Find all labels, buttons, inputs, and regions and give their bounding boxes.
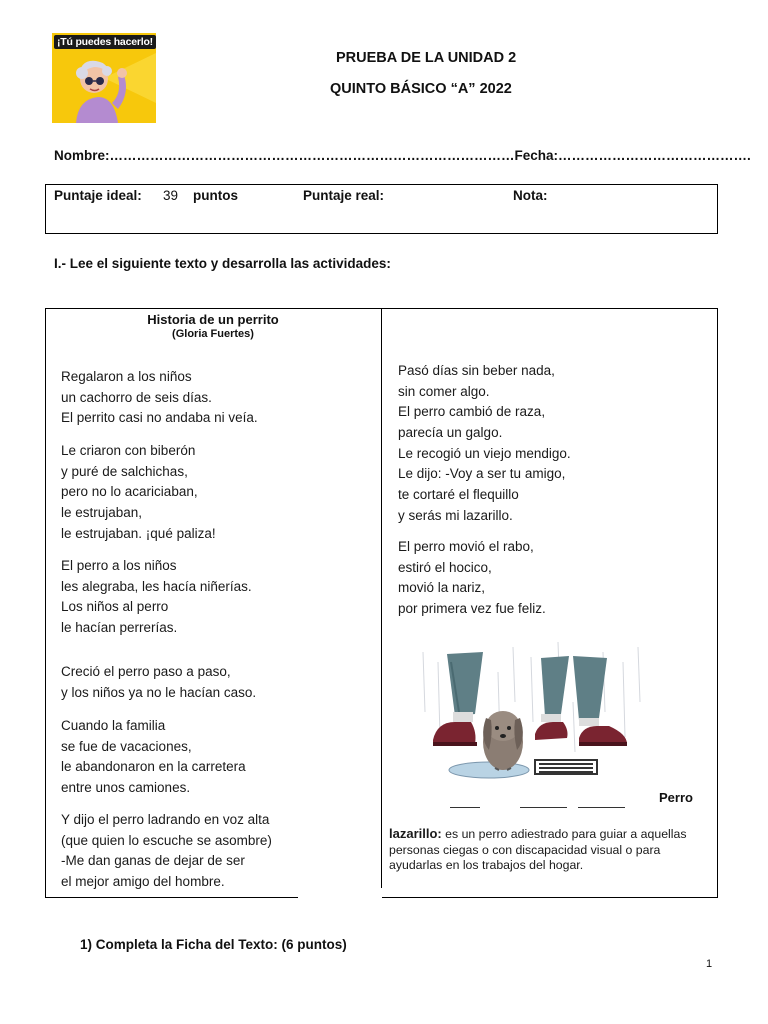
poem-line: le estrujaban, (61, 505, 143, 521)
poem-line: Los niños al perro (61, 599, 169, 615)
poem-line: sin comer algo. (398, 383, 490, 399)
blank-line (578, 807, 625, 808)
poem-line: Pasó días sin beber nada, (398, 363, 555, 378)
page-number: 1 (706, 958, 713, 970)
poem-line: y puré de salchichas, (61, 463, 188, 479)
definition-text: es un perro adiestrado para guiar a aquellas personas ciegas o con discapacidad visual o para ayudarlas en los trabajos del hogar. (389, 827, 687, 872)
poem-line: (que quien lo escuche se asombre) (61, 832, 272, 848)
poem-line: un cachorro de seis días. (61, 389, 212, 405)
stanza (398, 361, 571, 527)
ideal-score-unit: puntos (193, 188, 238, 203)
stanza (61, 441, 216, 544)
poem-line: le hacían perrerías. (61, 620, 178, 636)
score-box (45, 184, 718, 234)
section-title: I.- Lee el siguiente texto y desarrolla las actividades: (54, 256, 391, 271)
stanza (61, 716, 246, 799)
poem-line: -Me dan ganas de dejar de ser (61, 853, 245, 869)
poem-line: Le dijo: -Voy a ser tu amigo, (398, 466, 566, 482)
poem-line: El perro cambió de raza, (398, 404, 546, 420)
stanza (398, 537, 546, 620)
poem-title: Historia de un perrito (147, 312, 279, 327)
stanza (61, 367, 258, 429)
dog-in-rain-illustration (403, 642, 647, 788)
poem-line: Y dijo el perro ladrando en voz alta (61, 812, 270, 827)
poem-line: Creció el perro paso a paso, (61, 664, 231, 679)
poem-line: le abandonaron en la carretera (61, 759, 246, 775)
definition-term: lazarillo: (389, 826, 442, 841)
question-1: 1) Completa la Ficha del Texto: (6 puntos) (80, 937, 347, 952)
name-date-line: Nombre:………………………………………………………………………………Fecha:……………………………………. (54, 148, 751, 163)
grade-label: Nota: (513, 188, 548, 203)
poem-line: movió la nariz, (398, 580, 486, 596)
test-subtitle: QUINTO BÁSICO “A” 2022 (330, 81, 512, 97)
ideal-score-value: 39 (163, 188, 179, 203)
poem-line: Cuando la familia (61, 718, 166, 733)
illustration-label: Perro (659, 790, 693, 805)
poem-line: por primera vez fue feliz. (398, 601, 546, 617)
blank-line (450, 807, 480, 808)
logo-caption: ¡Tú puedes hacerlo! (54, 35, 156, 49)
real-score-label: Puntaje real: (303, 188, 385, 203)
stanza (61, 556, 252, 639)
poem-line: entre unos camiones. (61, 780, 191, 796)
stanza (61, 810, 272, 893)
poem-line: Regalaron a los niños (61, 369, 192, 384)
poem-line: El perro a los niños (61, 558, 177, 573)
poem-line: estiró el hocico, (398, 559, 492, 575)
poem-line: el mejor amigo del hombre. (61, 874, 225, 890)
poem-line: El perro movió el rabo, (398, 539, 534, 554)
logo-badge (52, 33, 156, 123)
test-title: PRUEBA DE LA UNIDAD 2 (336, 50, 517, 66)
poem-line: le estrujaban. ¡qué paliza! (61, 525, 216, 541)
poem-line: y serás mi lazarillo. (398, 507, 513, 523)
poem-line: Le recogió un viejo mendigo. (398, 445, 571, 461)
ideal-score-label: Puntaje ideal: (54, 188, 142, 203)
poem-line: te cortaré el flequillo (398, 487, 519, 503)
poem-line: Le criaron con biberón (61, 443, 196, 458)
poem-line: y los niños ya no le hacían caso. (61, 684, 257, 700)
poem-line: se fue de vacaciones, (61, 738, 192, 754)
poem-author: (Gloria Fuertes) (172, 328, 254, 340)
stanza (61, 662, 256, 703)
poem-line: parecía un galgo. (398, 425, 503, 441)
blank-line (520, 807, 567, 808)
poem-line: El perrito casi no andaba ni veía. (61, 410, 258, 426)
lazarillo-definition (389, 826, 711, 874)
box-border-gap (298, 888, 382, 898)
poem-line: les alegraba, les hacía niñerías. (61, 578, 252, 594)
poem-line: pero no lo acariciaban, (61, 484, 198, 500)
column-divider (381, 308, 382, 897)
